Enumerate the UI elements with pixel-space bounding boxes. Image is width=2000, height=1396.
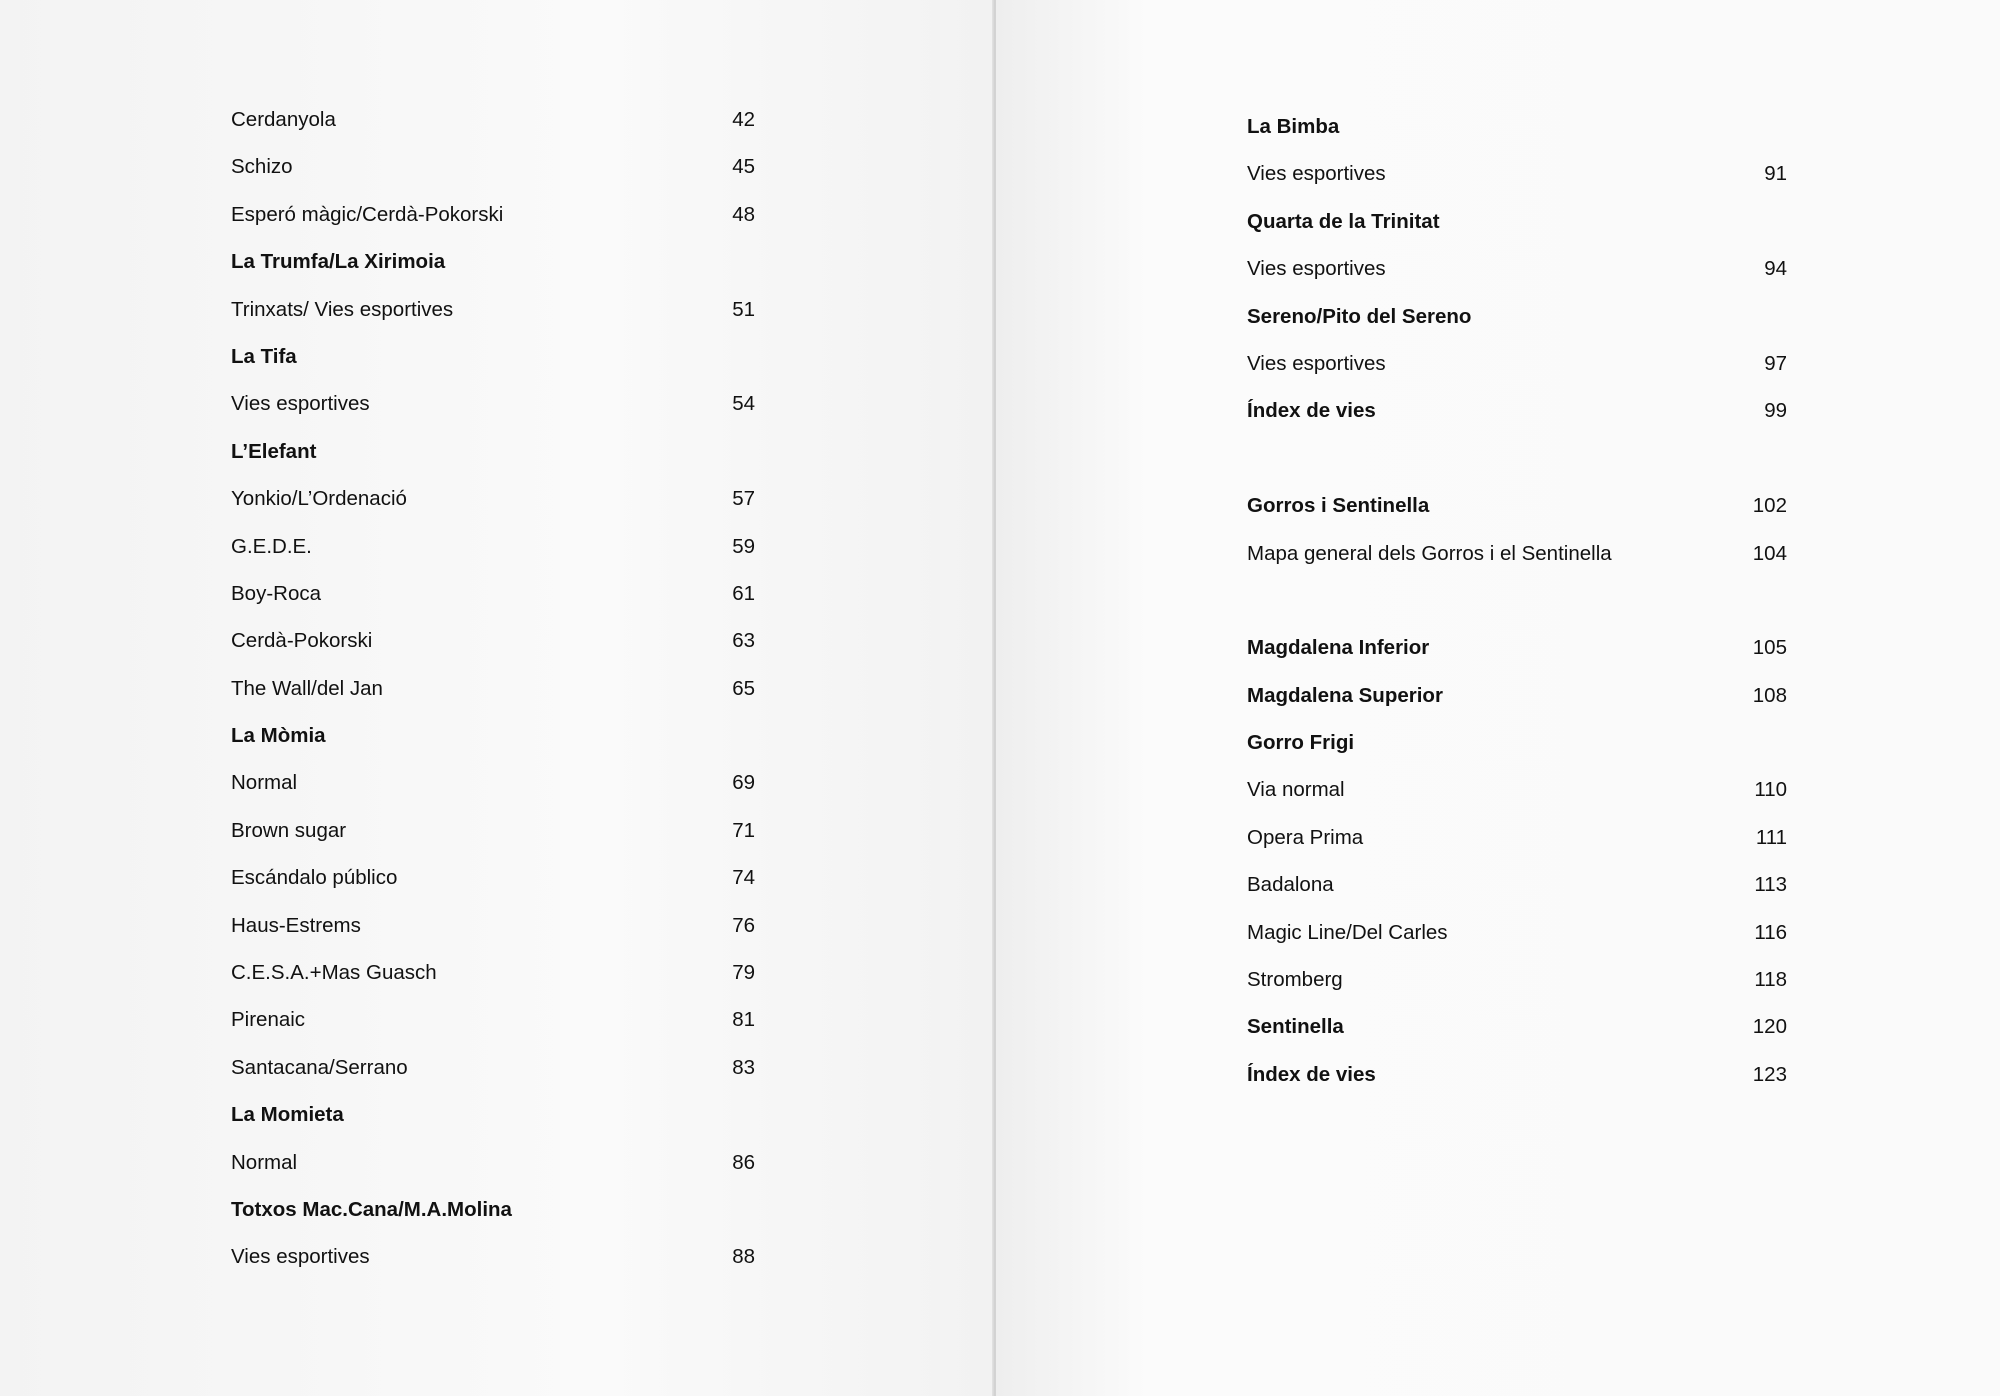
toc-page-number: 91: [1764, 162, 1787, 186]
toc-entry: [1247, 766, 1787, 813]
toc-section-heading: [1247, 1003, 1787, 1050]
toc-entry: [231, 380, 755, 427]
toc-entry: [231, 617, 755, 664]
toc-entry: [231, 759, 755, 806]
toc-section-heading: [1247, 198, 1787, 245]
toc-entry-title: Normal: [231, 771, 298, 795]
toc-entry-title: G.E.D.E.: [231, 534, 312, 558]
toc-entry-title: Via normal: [1247, 778, 1345, 802]
toc-entry-title: Cerdanyola: [231, 108, 336, 131]
toc-section-heading: [231, 333, 755, 380]
left-toc-list: [231, 96, 755, 1281]
toc-entry: [231, 96, 755, 143]
toc-page-number: 111: [1755, 825, 1787, 849]
toc-entry: [231, 854, 755, 901]
toc-page-number: 94: [1764, 257, 1787, 281]
toc-entry: [231, 1044, 755, 1091]
toc-entry: [1247, 814, 1787, 861]
toc-page-number: 105: [1752, 636, 1787, 660]
toc-spacer: [1247, 435, 1787, 482]
toc-section-heading: [231, 238, 755, 285]
toc-entry: [1247, 909, 1787, 956]
toc-entry-title: Haus-Estrems: [231, 913, 361, 937]
toc-entry-title: Brown sugar: [231, 818, 347, 842]
toc-entry-title: Totxos Mac.Cana/M.A.Molina: [231, 1197, 512, 1221]
toc-entry-title: La Tifa: [231, 344, 297, 368]
toc-page-number: 42: [732, 108, 755, 131]
toc-spacer: [1247, 577, 1787, 624]
toc-page-number: 116: [1754, 920, 1787, 944]
toc-entry-title: The Wall/del Jan: [231, 676, 383, 700]
toc-page-number: 57: [732, 487, 755, 511]
toc-page-number: 71: [732, 818, 755, 842]
toc-entry: [1247, 956, 1787, 1003]
toc-section-heading: [1247, 624, 1787, 671]
toc-entry-title: C.E.S.A.+Mas Guasch: [231, 961, 437, 985]
toc-page-number: 69: [732, 771, 755, 795]
toc-entry-title: Gorro Frigi: [1247, 731, 1355, 755]
toc-section-heading: [231, 1186, 755, 1233]
toc-page-number: 74: [732, 866, 755, 890]
toc-entry-title: Vies esportives: [1247, 162, 1386, 186]
toc-entry: [231, 665, 755, 712]
toc-page-number: 97: [1764, 351, 1787, 375]
toc-section-heading: [231, 712, 755, 759]
toc-page-number: 48: [732, 202, 755, 226]
toc-entry-title: Pirenaic: [231, 1008, 306, 1032]
toc-entry: [231, 949, 755, 996]
toc-page-number: 86: [732, 1150, 755, 1174]
toc-page-number: 110: [1754, 778, 1787, 802]
toc-entry: [231, 475, 755, 522]
toc-entry: [231, 902, 755, 949]
toc-entry: [1247, 861, 1787, 908]
toc-section-heading: [1247, 482, 1787, 529]
toc-entry-title: Índex de vies: [1247, 399, 1376, 423]
toc-entry-title: Opera Prima: [1247, 825, 1364, 849]
toc-page-number: 54: [732, 392, 755, 416]
toc-entry-title: Quarta de la Trinitat: [1247, 209, 1440, 233]
toc-entry-title: Yonkio/L’Ordenació: [231, 487, 407, 511]
toc-entry: [231, 191, 755, 238]
toc-entry-title: L’Elefant: [231, 439, 317, 463]
toc-page-number: 45: [732, 155, 755, 179]
toc-entry-title: Stromberg: [1247, 968, 1343, 992]
toc-entry-title: Índex de vies: [1247, 1062, 1376, 1086]
toc-page-number: 113: [1754, 873, 1787, 897]
toc-page-number: 51: [732, 297, 755, 321]
toc-page-number: 118: [1754, 968, 1787, 992]
toc-page-number: 65: [732, 676, 755, 700]
toc-entry-title: Sereno/Pito del Sereno: [1247, 304, 1472, 328]
toc-section-heading: [1247, 672, 1787, 719]
toc-page-number: 63: [732, 629, 755, 653]
toc-entry: [231, 523, 755, 570]
toc-page-number: 79: [732, 961, 755, 985]
toc-entry-title: La Momieta: [231, 1103, 344, 1127]
toc-entry-title: Mapa general dels Gorros i el Sentinella: [1247, 541, 1612, 565]
toc-entry-title: La Bimba: [1247, 115, 1340, 138]
toc-entry: [1247, 150, 1787, 197]
right-toc-list: [1247, 103, 1787, 1098]
toc-page-number: 83: [732, 1055, 755, 1079]
toc-entry-title: La Mòmia: [231, 724, 326, 748]
toc-entry-title: Escándalo público: [231, 866, 398, 890]
toc-entry: [231, 1139, 755, 1186]
toc-entry-title: Boy-Roca: [231, 581, 322, 605]
toc-entry: [231, 570, 755, 617]
toc-entry: [1247, 530, 1787, 577]
toc-entry-title: La Trumfa/La Xirimoia: [231, 250, 446, 274]
toc-page-number: 61: [732, 581, 755, 605]
toc-entry: [231, 286, 755, 333]
toc-entry-title: Santacana/Serrano: [231, 1055, 408, 1079]
toc-page-number: 76: [732, 913, 755, 937]
toc-page-number: 99: [1764, 399, 1787, 423]
toc-section-heading: [231, 1091, 755, 1138]
toc-entry: [1247, 340, 1787, 387]
toc-entry: [231, 1233, 755, 1280]
toc-entry-title: Sentinella: [1247, 1015, 1344, 1039]
toc-section-heading: [1247, 1051, 1787, 1098]
toc-page-number: 81: [732, 1008, 755, 1032]
toc-entry-title: Magdalena Inferior: [1247, 636, 1430, 660]
toc-entry-title: Cerdà-Pokorski: [231, 629, 373, 653]
toc-section-heading: [231, 428, 755, 475]
toc-entry-title: Esperó màgic/Cerdà-Pokorski: [231, 202, 504, 226]
toc-entry-title: Vies esportives: [1247, 257, 1386, 281]
toc-section-heading: [1247, 719, 1787, 766]
toc-entry-title: Normal: [231, 1150, 298, 1174]
toc-entry: [231, 807, 755, 854]
toc-entry-title: Vies esportives: [231, 392, 370, 416]
toc-page-number: 108: [1752, 683, 1787, 707]
toc-entry-title: Vies esportives: [231, 1245, 370, 1269]
toc-page-number: 102: [1752, 494, 1787, 518]
toc-entry-title: Badalona: [1247, 873, 1334, 897]
toc-entry-title: Magdalena Superior: [1247, 683, 1443, 707]
toc-page-number: 123: [1752, 1062, 1787, 1086]
toc-page-number: 88: [732, 1245, 755, 1269]
toc-section-heading: [1247, 103, 1787, 150]
toc-entry-title: Schizo: [231, 155, 293, 179]
toc-section-heading: [1247, 387, 1787, 434]
toc-page-number: 59: [732, 534, 755, 558]
toc-entry-title: Magic Line/Del Carles: [1247, 920, 1448, 944]
toc-entry: [231, 143, 755, 190]
toc-page-number: 120: [1752, 1015, 1787, 1039]
toc-entry: [1247, 245, 1787, 292]
toc-entry-title: Vies esportives: [1247, 351, 1386, 375]
toc-page-number: 104: [1752, 541, 1787, 565]
toc-entry-title: Gorros i Sentinella: [1247, 494, 1430, 518]
toc-entry-title: Trinxats/ Vies esportives: [231, 297, 454, 321]
toc-entry: [231, 996, 755, 1043]
toc-section-heading: [1247, 293, 1787, 340]
